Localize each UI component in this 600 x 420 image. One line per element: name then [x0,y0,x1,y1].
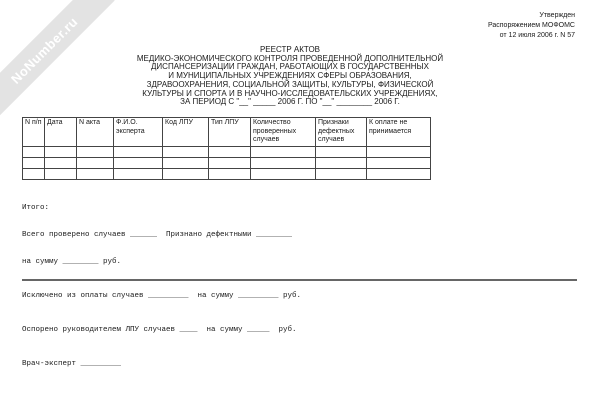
table-cell [163,146,209,157]
title-line: РЕЕСТР АКТОВ [259,45,321,54]
table-cell [251,146,316,157]
table-cell [316,146,367,157]
table-cell [163,168,209,179]
column-header-lpu-type: Тип ЛПУ [209,118,251,147]
title-line: КУЛЬТУРЫ И СПОРТА И В НАУЧНО-ИССЛЕДОВАТЕЛЬСКИХ УЧРЕЖДЕНИЯХ, [142,88,438,98]
totals-label: Итого: [22,204,50,212]
table-cell [209,146,251,157]
column-header-not-payable: К оплате не принимается [367,118,431,147]
table-cell [77,168,114,179]
table-cell [77,146,114,157]
document-title [0,46,580,107]
table-cell [114,146,163,157]
table-cell [23,157,45,168]
column-header-date: Дата [45,118,77,147]
table-cell [77,157,114,168]
table-cell [367,168,431,179]
table-cell [163,157,209,168]
table-cell [209,157,251,168]
watermark-text: NoNumber.ru [7,13,81,87]
title-line: ДИСПАНСЕРИЗАЦИИ ГРАЖДАН, РАБОТАЮЩИХ В ГОСУДАРСТВЕННЫХ [151,62,429,72]
approval-line: Утвержден [539,12,575,19]
column-header-expert-name: Ф.И.О. эксперта [114,118,163,147]
table-row [23,146,431,157]
table-cell [251,157,316,168]
table-cell [114,157,163,168]
footer-rule [22,279,577,281]
column-header-lpu-code: Код ЛПУ [163,118,209,147]
title-line: ЗА ПЕРИОД С "__" _____ 2006 Г. ПО "__" ________ 2006 Г. [180,97,400,107]
title-line: ЗДРАВООХРАНЕНИЯ, СОЦИАЛЬНОЙ ЗАЩИТЫ, КУЛЬТУРЫ, ФИЗИЧЕСКОЙ [146,79,434,89]
approval-line: от 12 июля 2006 г. N 57 [499,32,575,39]
approval-line: Распоряжением МОФОМС [487,22,575,29]
registry-table [22,117,431,180]
excluded-line: Исключено из оплаты случаев _________ на сумму _________ руб. [22,292,302,300]
table-cell [45,168,77,179]
table-cell [316,157,367,168]
table-row [23,157,431,168]
disputed-line: Оспорено руководителем ЛПУ случаев ____ на сумму _____ руб. [22,326,297,334]
column-header-num: N п/п [23,118,45,147]
checked-sum-line: на сумму ________ руб. [22,258,122,266]
table-cell [367,146,431,157]
table-cell [23,146,45,157]
column-header-defect-signs: Признаки дефектных случаев [316,118,367,147]
title-line: И МУНИЦИПАЛЬНЫХ УЧРЕЖДЕНИЯХ СФЕРЫ ОБРАЗОВАНИЯ, [168,71,412,81]
table-cell [45,157,77,168]
table-cell [23,168,45,179]
table-row [23,168,431,179]
title-line: МЕДИКО-ЭКОНОМИЧЕСКОГО КОНТРОЛЯ ПРОВЕДЕННОЙ ДОПОЛНИТЕЛЬНОЙ [136,53,444,63]
table-cell [367,157,431,168]
checked-cases-line: Всего проверено случаев ______ Признано дефектными ________ [22,231,293,239]
column-header-checked-cases: Количество проверенных случаев [251,118,316,147]
summary-block [22,186,301,387]
table-cell [114,168,163,179]
column-header-act-number: N акта [77,118,114,147]
table-cell [251,168,316,179]
approval-block [488,11,575,41]
doctor-signature-line: Врач-эксперт _________ [22,360,122,368]
table-cell [316,168,367,179]
table-header-row [23,118,431,147]
table-cell [209,168,251,179]
table-cell [45,146,77,157]
